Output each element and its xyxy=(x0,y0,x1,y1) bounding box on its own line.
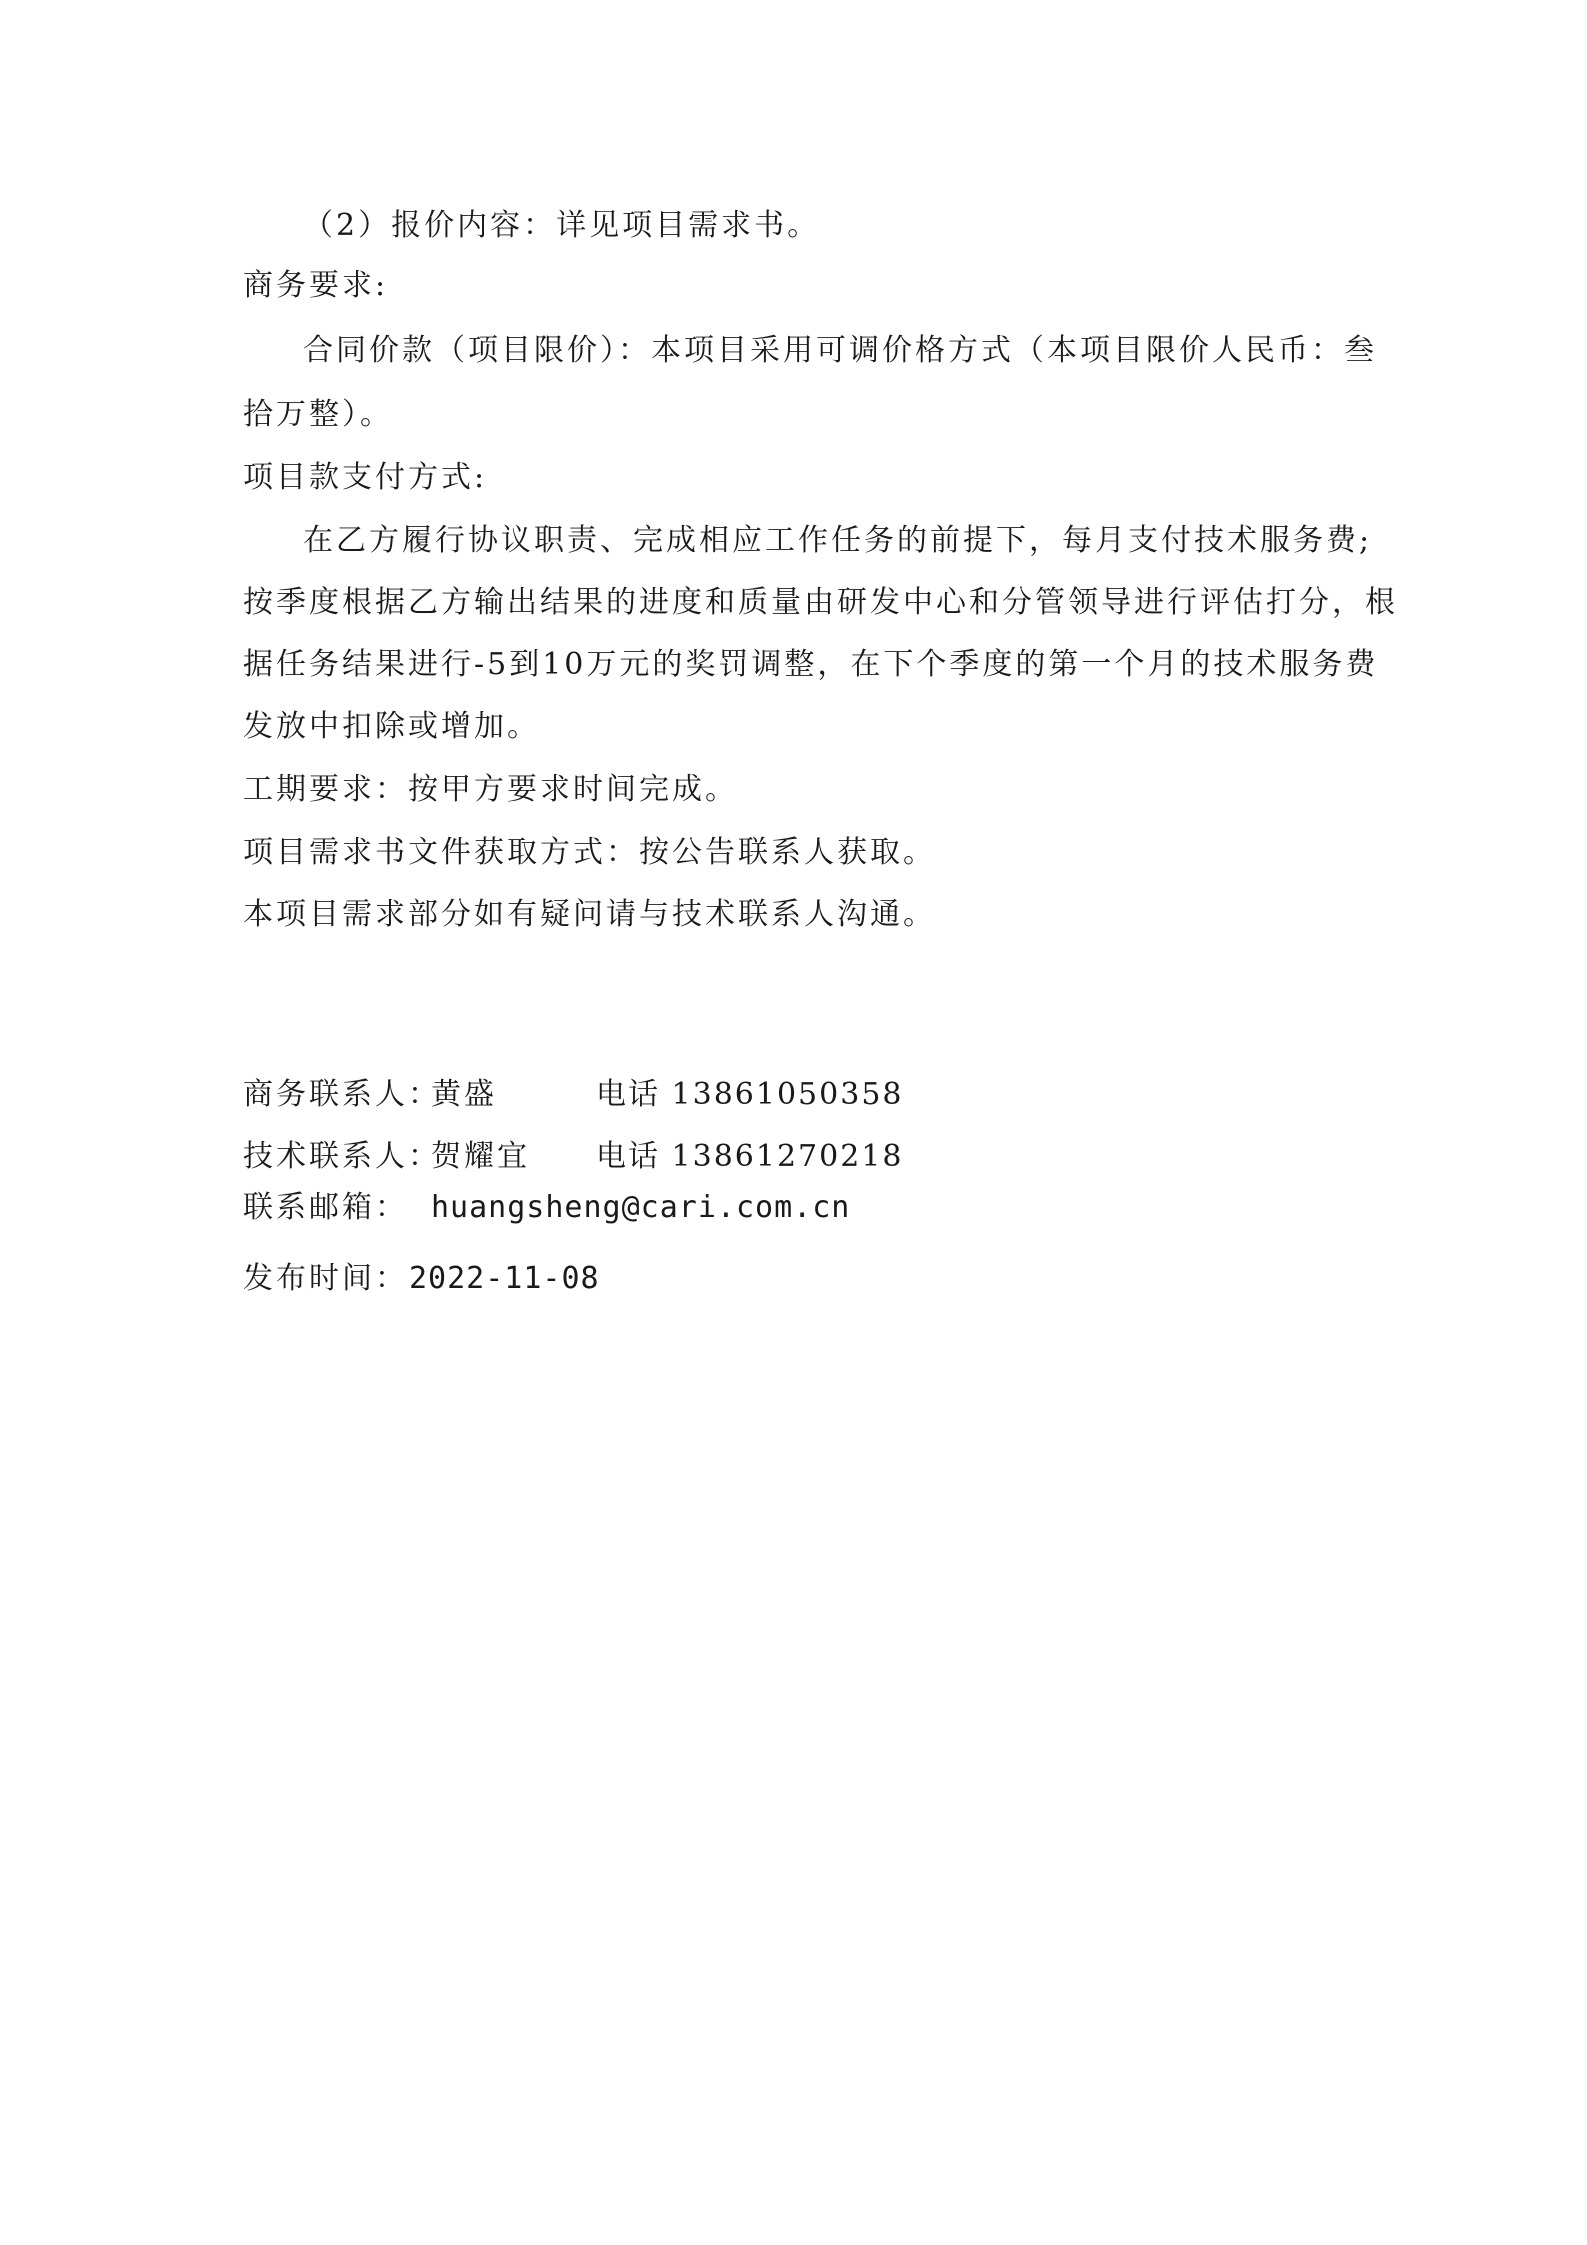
quote-content-line: （2）报价内容：详见项目需求书。 xyxy=(303,208,821,243)
contract-price-line-1: 合同价款（项目限价）：本项目采用可调价格方式（本项目限价人民币：叁 xyxy=(303,333,1377,368)
publish-date-value: 2022-11-08 xyxy=(409,1261,600,1296)
business-contact-phone: 电话 13861050358 xyxy=(596,1077,904,1112)
technical-contact-phone: 电话 13861270218 xyxy=(596,1139,904,1174)
business-contact-name: 黄盛 xyxy=(431,1077,497,1112)
schedule-requirement-line: 工期要求：按甲方要求时间完成。 xyxy=(243,772,738,807)
contract-price-line-2: 拾万整）。 xyxy=(243,397,393,432)
payment-text-line-3: 据任务结果进行-5到10万元的奖罚调整，在下个季度的第一个月的技术服务费 xyxy=(243,647,1379,682)
email-address: huangsheng@cari.com.cn xyxy=(431,1190,851,1225)
technical-contact-name: 贺耀宜 xyxy=(431,1139,530,1174)
document-acquisition-line: 项目需求书文件获取方式：按公告联系人获取。 xyxy=(243,835,936,870)
publish-date-label: 发布时间： xyxy=(243,1261,408,1296)
payment-text-line-2: 按季度根据乙方输出结果的进度和质量由研发中心和分管领导进行评估打分，根 xyxy=(243,585,1398,620)
payment-text-line-1: 在乙方履行协议职责、完成相应工作任务的前提下，每月支付技术服务费; xyxy=(303,523,1373,558)
business-requirements-heading: 商务要求: xyxy=(243,268,389,303)
business-contact-label: 商务联系人： xyxy=(243,1077,441,1112)
technical-contact-label: 技术联系人： xyxy=(243,1139,441,1174)
payment-text-line-4: 发放中扣除或增加。 xyxy=(243,709,540,744)
payment-method-heading: 项目款支付方式: xyxy=(243,460,488,495)
email-label: 联系邮箱： xyxy=(243,1190,408,1225)
inquiry-note-line: 本项目需求部分如有疑问请与技术联系人沟通。 xyxy=(243,897,936,932)
